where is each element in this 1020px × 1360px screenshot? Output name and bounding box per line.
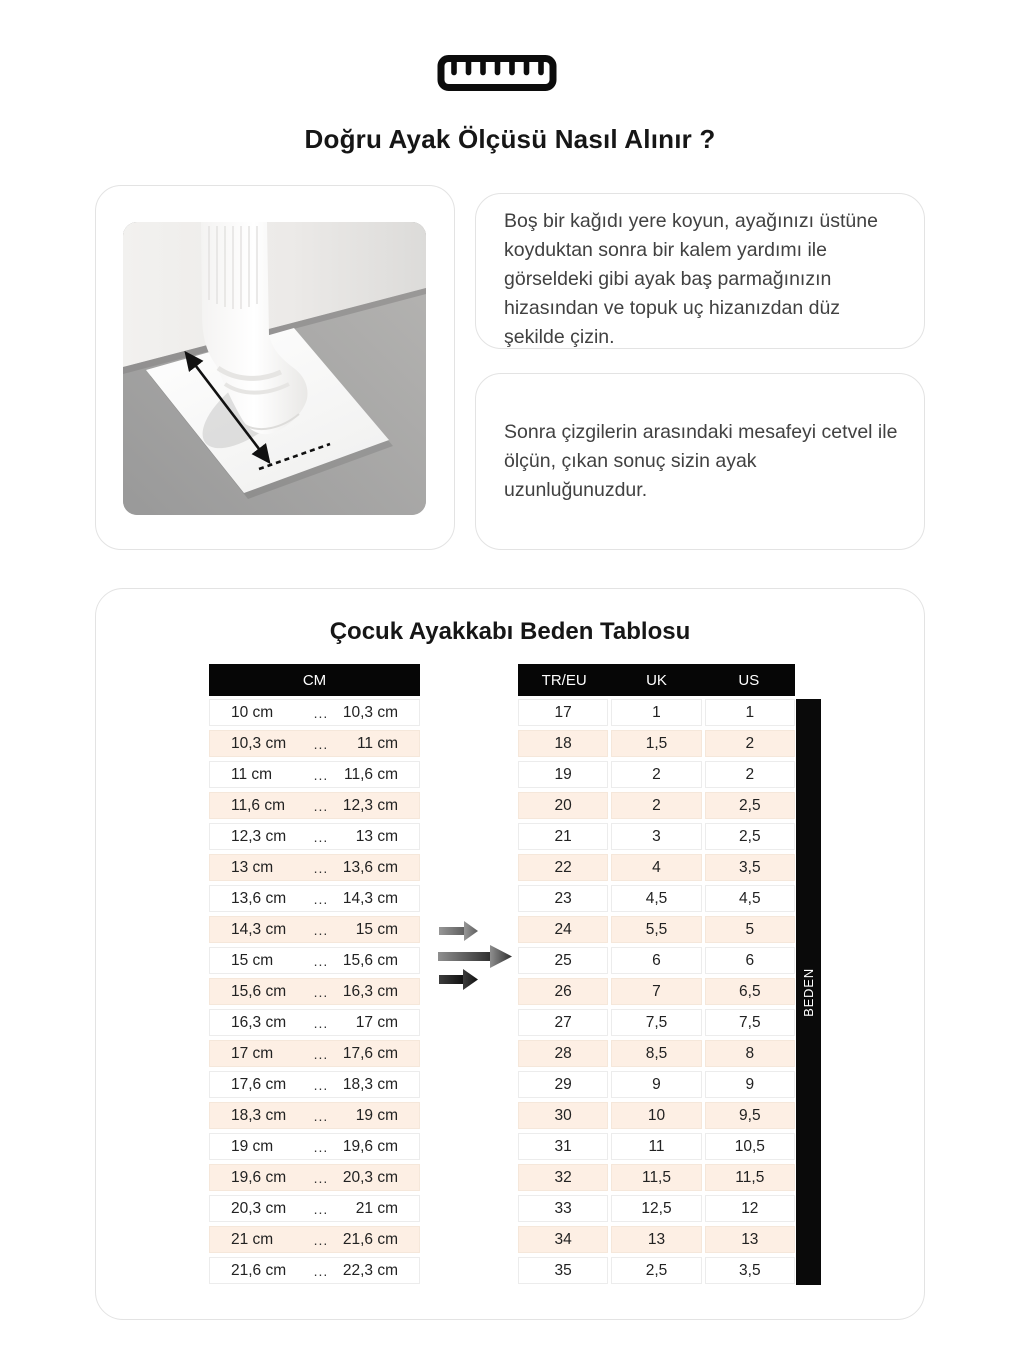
uk-size-value: 11 [611, 1133, 701, 1160]
cm-max-value: 20,3 cm [342, 1168, 398, 1186]
us-size-value: 6,5 [705, 978, 795, 1005]
cm-table-row [209, 1040, 420, 1067]
cm-min-value: 20,3 cm [231, 1199, 287, 1217]
cm-table-row [209, 916, 420, 943]
us-size-value: 8 [705, 1040, 795, 1067]
treu-size-value: 29 [518, 1071, 608, 1098]
treu-size-value: 21 [518, 823, 608, 850]
uk-size-value: 4 [611, 854, 701, 881]
us-size-value: 2,5 [705, 823, 795, 850]
us-size-value: 4,5 [705, 885, 795, 912]
us-size-value: 13 [705, 1226, 795, 1253]
cm-min-value: 12,3 cm [231, 827, 287, 845]
size-table-row [518, 1226, 795, 1253]
range-separator: ... [313, 704, 329, 721]
range-separator: ... [313, 1107, 329, 1124]
size-table-row [518, 1071, 795, 1098]
cm-max-value: 11,6 cm [344, 765, 398, 783]
range-separator: ... [313, 1138, 329, 1155]
uk-size-value: 1 [611, 699, 701, 726]
size-table-row [518, 1102, 795, 1129]
cm-table-row [209, 761, 420, 788]
treu-size-value: 27 [518, 1009, 608, 1036]
us-size-value: 11,5 [705, 1164, 795, 1191]
cm-min-value: 11,6 cm [231, 796, 285, 814]
range-separator: ... [313, 828, 329, 845]
cm-min-value: 21,6 cm [231, 1261, 287, 1279]
cm-table-row [209, 854, 420, 881]
uk-size-value: 7,5 [611, 1009, 701, 1036]
treu-size-value: 34 [518, 1226, 608, 1253]
beden-side-label: BEDEN [801, 967, 817, 1017]
us-size-value: 3,5 [705, 854, 795, 881]
cm-min-value: 11 cm [231, 765, 273, 783]
cm-max-value: 17 cm [355, 1013, 398, 1031]
uk-size-value: 7 [611, 978, 701, 1005]
size-table-row [518, 823, 795, 850]
cm-min-value: 15,6 cm [231, 982, 287, 1000]
treu-size-value: 30 [518, 1102, 608, 1129]
us-size-value: 2,5 [705, 792, 795, 819]
us-size-value: 2 [705, 730, 795, 757]
cm-min-value: 10 cm [231, 703, 274, 721]
us-size-value: 9 [705, 1071, 795, 1098]
page-title: Doğru Ayak Ölçüsü Nasıl Alınır ? [304, 124, 716, 154]
size-table-header-row [518, 664, 795, 696]
treu-size-value: 18 [518, 730, 608, 757]
uk-size-value: 9 [611, 1071, 701, 1098]
cm-min-value: 17,6 cm [231, 1075, 287, 1093]
us-size-value: 3,5 [705, 1257, 795, 1284]
us-size-value: 12 [705, 1195, 795, 1222]
range-separator: ... [313, 859, 329, 876]
foot-measurement-photo [123, 222, 426, 515]
us-size-value: 2 [705, 761, 795, 788]
size-table-row [518, 1257, 795, 1284]
treu-size-value: 31 [518, 1133, 608, 1160]
uk-size-value: 4,5 [611, 885, 701, 912]
size-table-header-us: US [738, 671, 760, 689]
cm-table-row [209, 1257, 420, 1284]
uk-size-value: 2 [611, 792, 701, 819]
treu-size-value: 22 [518, 854, 608, 881]
transfer-arrows-icon [438, 921, 512, 993]
treu-size-value: 24 [518, 916, 608, 943]
range-separator: ... [313, 890, 329, 907]
cm-min-value: 16,3 cm [231, 1013, 287, 1031]
uk-size-value: 5,5 [611, 916, 701, 943]
cm-max-value: 16,3 cm [342, 982, 398, 1000]
international-size-table [518, 664, 795, 1288]
size-chart-card [95, 588, 925, 1320]
size-table-row [518, 1133, 795, 1160]
instruction-step-2: Sonra çizgilerin arasındaki mesafeyi cetvel ile ölçün, çıkan sonuç sizin ayak uzunluğunuzdur. [504, 421, 898, 501]
cm-table-row [209, 792, 420, 819]
cm-table-row [209, 1102, 420, 1129]
cm-min-value: 13,6 cm [231, 889, 287, 907]
cm-table-header: CM [209, 664, 420, 696]
cm-min-value: 10,3 cm [231, 734, 287, 752]
cm-table-row [209, 947, 420, 974]
size-table-row [518, 1009, 795, 1036]
treu-size-value: 32 [518, 1164, 608, 1191]
cm-table-row [209, 823, 420, 850]
treu-size-value: 23 [518, 885, 608, 912]
range-separator: ... [313, 921, 329, 938]
treu-size-value: 26 [518, 978, 608, 1005]
cm-max-value: 21 cm [355, 1199, 398, 1217]
cm-table [209, 664, 420, 1288]
instruction-step-1: Boş bir kağıdı yere koyun, ayağınızı üstüne koyduktan sonra bir kalem yardımı ile görseldeki gibi ayak baş parmağınızın hizasından ve topuk uç hizanızdan düz şekilde çizin. [504, 210, 878, 348]
beden-side-bar [796, 699, 821, 1285]
uk-size-value: 8,5 [611, 1040, 701, 1067]
size-table-row [518, 761, 795, 788]
cm-table-row [209, 699, 420, 726]
cm-min-value: 21 cm [231, 1230, 274, 1248]
range-separator: ... [313, 1045, 329, 1062]
size-table-row [518, 1040, 795, 1067]
cm-max-value: 13,6 cm [342, 858, 398, 876]
cm-min-value: 19,6 cm [231, 1168, 287, 1186]
uk-size-value: 13 [611, 1226, 701, 1253]
us-size-value: 9,5 [705, 1102, 795, 1129]
uk-size-value: 11,5 [611, 1164, 701, 1191]
cm-max-value: 19,6 cm [342, 1137, 398, 1155]
uk-size-value: 6 [611, 947, 701, 974]
treu-size-value: 17 [518, 699, 608, 726]
range-separator: ... [313, 1200, 329, 1217]
us-size-value: 6 [705, 947, 795, 974]
cm-max-value: 15 cm [355, 920, 398, 938]
uk-size-value: 12,5 [611, 1195, 701, 1222]
treu-size-value: 33 [518, 1195, 608, 1222]
cm-table-row [209, 978, 420, 1005]
us-size-value: 5 [705, 916, 795, 943]
range-separator: ... [313, 1231, 329, 1248]
range-separator: ... [313, 1262, 329, 1279]
cm-table-row [209, 1009, 420, 1036]
cm-min-value: 17 cm [231, 1044, 274, 1062]
size-table-body [518, 699, 795, 1284]
uk-size-value: 10 [611, 1102, 701, 1129]
cm-table-row [209, 1133, 420, 1160]
range-separator: ... [313, 735, 329, 752]
treu-size-value: 20 [518, 792, 608, 819]
measurement-photo-card [95, 185, 455, 550]
us-size-value: 10,5 [705, 1133, 795, 1160]
size-table-row [518, 854, 795, 881]
size-table-row [518, 699, 795, 726]
size-table-header-uk: UK [646, 671, 667, 689]
cm-max-value: 22,3 cm [342, 1261, 398, 1279]
range-separator: ... [313, 952, 329, 969]
uk-size-value: 2,5 [611, 1257, 701, 1284]
range-separator: ... [313, 1169, 329, 1186]
cm-max-value: 11 cm [356, 734, 398, 752]
cm-max-value: 14,3 cm [342, 889, 398, 907]
cm-table-row [209, 1195, 420, 1222]
treu-size-value: 35 [518, 1257, 608, 1284]
cm-max-value: 17,6 cm [342, 1044, 398, 1062]
cm-min-value: 19 cm [231, 1137, 274, 1155]
cm-max-value: 15,6 cm [342, 951, 398, 969]
cm-max-value: 10,3 cm [342, 703, 398, 721]
treu-size-value: 19 [518, 761, 608, 788]
cm-min-value: 18,3 cm [231, 1106, 287, 1124]
size-table-row [518, 730, 795, 757]
range-separator: ... [313, 983, 329, 1000]
size-table-header-treu: TR/EU [541, 671, 587, 689]
treu-size-value: 25 [518, 947, 608, 974]
uk-size-value: 1,5 [611, 730, 701, 757]
size-table-row [518, 1195, 795, 1222]
cm-table-row [209, 1164, 420, 1191]
instruction-card-2 [475, 373, 925, 550]
cm-table-row [209, 885, 420, 912]
us-size-value: 7,5 [705, 1009, 795, 1036]
cm-max-value: 21,6 cm [342, 1230, 398, 1248]
cm-max-value: 19 cm [355, 1106, 398, 1124]
size-chart-title: Çocuk Ayakkabı Beden Tablosu [329, 618, 691, 645]
cm-table-row [209, 730, 420, 757]
cm-max-value: 18,3 cm [342, 1075, 398, 1093]
size-table-row [518, 1164, 795, 1191]
size-table-row [518, 885, 795, 912]
treu-size-value: 28 [518, 1040, 608, 1067]
cm-min-value: 14,3 cm [231, 920, 287, 938]
uk-size-value: 2 [611, 761, 701, 788]
cm-table-row [209, 1226, 420, 1253]
size-table-row [518, 978, 795, 1005]
ruler-icon [437, 54, 557, 92]
us-size-value: 1 [705, 699, 795, 726]
cm-max-value: 12,3 cm [342, 796, 398, 814]
cm-table-body [209, 699, 420, 1284]
size-table-row [518, 947, 795, 974]
range-separator: ... [313, 797, 329, 814]
size-table-row [518, 792, 795, 819]
range-separator: ... [313, 1014, 329, 1031]
range-separator: ... [313, 766, 329, 783]
instruction-card-1 [475, 193, 925, 349]
range-separator: ... [313, 1076, 329, 1093]
uk-size-value: 3 [611, 823, 701, 850]
cm-min-value: 15 cm [231, 951, 274, 969]
cm-min-value: 13 cm [231, 858, 274, 876]
cm-table-row [209, 1071, 420, 1098]
size-table-row [518, 916, 795, 943]
cm-max-value: 13 cm [355, 827, 398, 845]
